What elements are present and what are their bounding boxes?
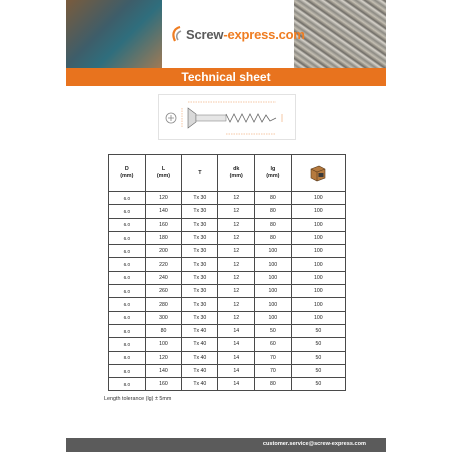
cell-t: Tx 40 xyxy=(182,351,218,364)
table-row xyxy=(109,231,346,244)
cell-l: 160 xyxy=(145,218,182,231)
cell-d: 6.0 xyxy=(109,192,146,205)
cell-dk: 12 xyxy=(218,298,255,311)
table-row xyxy=(109,271,346,284)
table-row xyxy=(109,338,346,351)
cell-pack: 50 xyxy=(291,351,345,364)
cell-d: 6.0 xyxy=(109,311,146,324)
cell-lg: 80 xyxy=(255,378,292,391)
cell-t: Tx 30 xyxy=(182,192,218,205)
table-row xyxy=(109,311,346,324)
spec-table xyxy=(108,154,346,391)
cell-pack: 100 xyxy=(291,231,345,244)
cell-lg: 100 xyxy=(255,245,292,258)
cell-l: 120 xyxy=(145,351,182,364)
cell-lg: 70 xyxy=(255,364,292,377)
cell-pack: 100 xyxy=(291,298,345,311)
screws-photo xyxy=(294,0,386,68)
col-header-d: D (mm) xyxy=(109,155,146,192)
footer-bar xyxy=(66,438,386,452)
cell-l: 200 xyxy=(145,245,182,258)
cell-d: 8.0 xyxy=(109,324,146,337)
cell-dk: 12 xyxy=(218,245,255,258)
cell-l: 280 xyxy=(145,298,182,311)
cell-lg: 60 xyxy=(255,338,292,351)
cell-dk: 12 xyxy=(218,218,255,231)
cell-d: 6.0 xyxy=(109,271,146,284)
col-header-l: L (mm) xyxy=(145,155,182,192)
cell-pack: 100 xyxy=(291,218,345,231)
cell-pack: 100 xyxy=(291,311,345,324)
table-row xyxy=(109,378,346,391)
cell-pack: 100 xyxy=(291,271,345,284)
cell-lg: 100 xyxy=(255,311,292,324)
cell-dk: 12 xyxy=(218,271,255,284)
cell-l: 180 xyxy=(145,231,182,244)
technical-sheet xyxy=(66,0,386,452)
table-row xyxy=(109,298,346,311)
cell-l: 260 xyxy=(145,285,182,298)
cell-lg: 80 xyxy=(255,231,292,244)
table-row xyxy=(109,205,346,218)
cell-pack: 50 xyxy=(291,338,345,351)
cell-l: 100 xyxy=(145,338,182,351)
cell-d: 8.0 xyxy=(109,338,146,351)
cell-lg: 80 xyxy=(255,192,292,205)
cell-dk: 14 xyxy=(218,351,255,364)
cell-d: 6.0 xyxy=(109,231,146,244)
cell-lg: 100 xyxy=(255,271,292,284)
cell-dk: 12 xyxy=(218,205,255,218)
table-body xyxy=(109,192,346,391)
cell-pack: 50 xyxy=(291,324,345,337)
cell-t: Tx 30 xyxy=(182,205,218,218)
page-title: Technical sheet xyxy=(66,68,386,86)
cell-l: 80 xyxy=(145,324,182,337)
cell-d: 6.0 xyxy=(109,205,146,218)
cell-lg: 80 xyxy=(255,205,292,218)
header-banner xyxy=(66,0,386,68)
cell-l: 140 xyxy=(145,205,182,218)
table-row xyxy=(109,285,346,298)
table-row xyxy=(109,324,346,337)
cell-t: Tx 30 xyxy=(182,231,218,244)
workshop-photo xyxy=(66,0,162,68)
cell-lg: 70 xyxy=(255,351,292,364)
cell-d: 6.0 xyxy=(109,298,146,311)
cell-dk: 12 xyxy=(218,258,255,271)
cell-dk: 12 xyxy=(218,192,255,205)
cell-pack: 100 xyxy=(291,205,345,218)
cell-dk: 12 xyxy=(218,231,255,244)
cell-dk: 14 xyxy=(218,338,255,351)
cell-pack: 100 xyxy=(291,285,345,298)
cell-dk: 14 xyxy=(218,378,255,391)
table-row xyxy=(109,364,346,377)
cell-t: Tx 30 xyxy=(182,285,218,298)
table-row xyxy=(109,218,346,231)
cell-d: 6.0 xyxy=(109,218,146,231)
screw-diagram xyxy=(158,94,296,140)
cell-d: 6.0 xyxy=(109,258,146,271)
cell-dk: 12 xyxy=(218,311,255,324)
table-row xyxy=(109,351,346,364)
table-row xyxy=(109,258,346,271)
col-header-lg: lg (mm) xyxy=(255,155,292,192)
col-header-t: T xyxy=(182,155,218,192)
cell-l: 160 xyxy=(145,378,182,391)
cell-t: Tx 30 xyxy=(182,258,218,271)
cell-t: Tx 30 xyxy=(182,245,218,258)
cell-lg: 100 xyxy=(255,258,292,271)
cell-d: 8.0 xyxy=(109,364,146,377)
cell-pack: 50 xyxy=(291,378,345,391)
cell-l: 120 xyxy=(145,192,182,205)
cell-lg: 100 xyxy=(255,298,292,311)
cell-d: 8.0 xyxy=(109,351,146,364)
cell-pack: 100 xyxy=(291,258,345,271)
cell-d: 6.0 xyxy=(109,285,146,298)
cell-lg: 50 xyxy=(255,324,292,337)
cell-dk: 14 xyxy=(218,324,255,337)
cell-t: Tx 40 xyxy=(182,364,218,377)
cell-l: 140 xyxy=(145,364,182,377)
cell-l: 220 xyxy=(145,258,182,271)
cell-dk: 14 xyxy=(218,364,255,377)
cell-t: Tx 30 xyxy=(182,298,218,311)
cell-lg: 100 xyxy=(255,285,292,298)
table-row xyxy=(109,192,346,205)
cell-t: Tx 30 xyxy=(182,218,218,231)
cell-pack: 50 xyxy=(291,364,345,377)
brand-name: Screw-express.com xyxy=(186,26,305,42)
brand-logo xyxy=(170,22,305,46)
logo-swoosh-icon xyxy=(170,26,182,42)
cell-l: 300 xyxy=(145,311,182,324)
tolerance-note: Length tolerance (lg) ± 5mm xyxy=(104,396,172,402)
cell-t: Tx 40 xyxy=(182,378,218,391)
cell-lg: 80 xyxy=(255,218,292,231)
cell-t: Tx 40 xyxy=(182,338,218,351)
cell-pack: 100 xyxy=(291,192,345,205)
col-header-pack xyxy=(291,155,345,192)
cell-t: Tx 40 xyxy=(182,324,218,337)
cell-d: 8.0 xyxy=(109,378,146,391)
contact-email[interactable]: customer.service@screw-express.com xyxy=(262,441,366,447)
table-header-row xyxy=(109,155,346,192)
cell-d: 6.0 xyxy=(109,245,146,258)
cell-l: 240 xyxy=(145,271,182,284)
box-icon xyxy=(308,163,328,183)
cell-dk: 12 xyxy=(218,285,255,298)
cell-t: Tx 30 xyxy=(182,271,218,284)
col-header-dk: dk (mm) xyxy=(218,155,255,192)
cell-t: Tx 30 xyxy=(182,311,218,324)
cell-pack: 100 xyxy=(291,245,345,258)
table-row xyxy=(109,245,346,258)
